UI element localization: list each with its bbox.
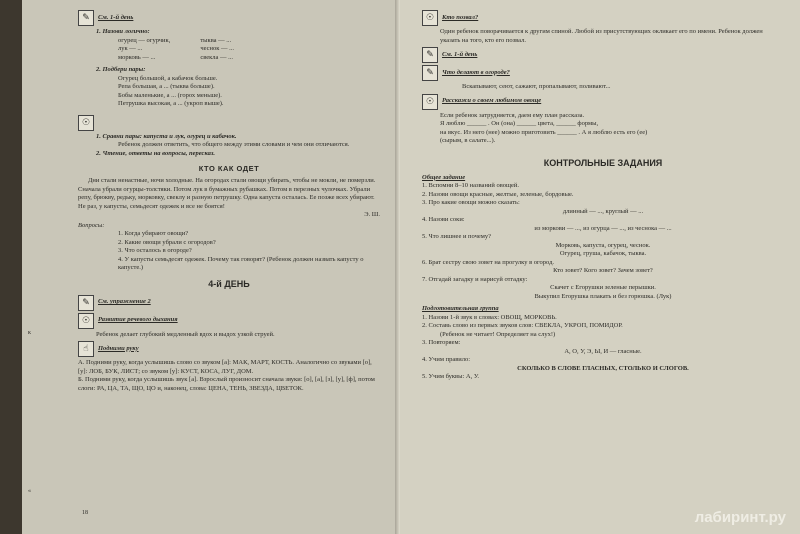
section-ref-row <box>78 10 380 26</box>
section-ref: См. 1-й день <box>442 50 478 58</box>
ear-icon: ☉ <box>422 10 438 26</box>
compare-row <box>78 115 380 131</box>
prep-item: (Ребенок не читает! Определяет на слух!) <box>440 330 556 338</box>
ref-row <box>422 47 784 63</box>
pencil-icon: ✎ <box>78 295 94 311</box>
breath-text: Ребенок делает глубокий медленный вдох и выдох узкой струей. <box>96 330 275 338</box>
breath-label: Развитие речевого дыхания <box>98 316 178 324</box>
right-page <box>400 0 800 534</box>
word: морковь — ... <box>118 53 156 61</box>
tell-text: Если ребенок затрудняется, даем ему план рассказа. <box>440 111 585 119</box>
general-item: 6. Брат сестру свою зовет на прогулку в огород. <box>422 258 555 266</box>
general-example: длинный — ..., круглый — ... <box>562 207 644 215</box>
who-row <box>422 10 784 26</box>
word: огурец — огурчик, <box>118 36 171 44</box>
hand-row <box>78 341 380 357</box>
questions-list <box>78 230 380 273</box>
control-title: КОНТРОЛЬНЫЕ ЗАДАНИЯ <box>543 157 663 168</box>
prep-item: 2. Составь слово из первых звуков слов: СВЕКЛА, УКРОП, ПОМИДОР. <box>422 322 623 329</box>
prep-item: 1. Назови 1-й звук в словах: ОВОЩ, МОРКОВЬ. <box>422 313 557 321</box>
pencil-icon: ✎ <box>422 47 438 63</box>
word: свекла — ... <box>200 53 234 61</box>
task-pairs: 2. Подбери пары: <box>96 66 146 73</box>
who-label: Кто позвал? <box>442 13 479 21</box>
question: 4. У капусты семьдесят одежек. Почему так говорят? (Ребенок должен назвать капусту о капусте.) <box>118 255 364 271</box>
general-example: Огурец, груша, кабачок, тыква. <box>559 250 647 257</box>
general-label: Общее задание <box>422 173 466 181</box>
general-example: Кто зовет? Кого зовет? Зачем зовет? <box>553 267 653 274</box>
word-column-a <box>118 37 170 63</box>
exercise-ref: См. упражнение 2 <box>98 298 151 306</box>
pencil-icon: ✎ <box>422 65 438 81</box>
watermark: лабиринт.ру <box>694 509 786 526</box>
task-compare: 1. Сравни пары: капуста и лук, огурец и кабачок. <box>96 132 237 140</box>
rule-line: СКОЛЬКО В СЛОВЕ ГЛАСНЫХ, СТОЛЬКО И СЛОГОВ. <box>517 364 689 372</box>
tell-plan: на вкус. Из него (нее) можно приготовить ______ . А я люблю есть его (ее) <box>440 128 648 136</box>
pair-line: Петрушка высокая, а ... (укроп выше). <box>118 100 224 107</box>
prep-item: 3. Повторяем: <box>422 339 461 346</box>
word-columns <box>78 37 380 63</box>
story-author: Э. Ш. <box>364 211 380 218</box>
hand-task-a: А. Подними руку, когда услышишь слово со звуком [а]: МАК, МАРТ, КОСТЬ. Аналогично со звуками [о], [у]: ЛОБ, БУК, ЛИСТ; со звуком [у]: КУСТ, КОСА, ЛУГ, ДОМ. <box>78 359 372 375</box>
task-reading: 2. Чтение, ответы на вопросы, пересказ. <box>96 149 215 157</box>
general-example: Морковь, капуста, огурец, чеснок. <box>555 241 651 249</box>
pair-line: Бобы маленькие, а ... (горох меньше). <box>118 91 222 99</box>
prep-item: 4. Учим правило: <box>422 356 471 363</box>
general-item: 2. Назови овощи красные, желтые, зеленые, бордовые. <box>422 190 574 198</box>
question: 3. Что осталось в огороде? <box>118 247 192 254</box>
garden-label: Что делают в огороде? <box>442 68 510 76</box>
garden-text: Вскапывают, сеют, сажают, пропалывают, поливают... <box>462 83 611 90</box>
tell-row <box>422 94 784 110</box>
word-column-b <box>200 37 234 63</box>
tell-plan: (сырым, в салате...). <box>440 137 496 144</box>
question: 2. Какие овощи убрали с огородов? <box>118 238 216 246</box>
tell-plan: Я люблю ______ . Он (она) ______ цвета, ______ формы, <box>440 120 599 127</box>
general-item: 4. Назови соки: <box>422 216 465 223</box>
ear-icon: ☉ <box>78 115 94 131</box>
book-edge <box>0 0 22 534</box>
who-text: Один ребенок поворачивается к другим спиной. Любой из присутствующих окликает его по имени. Ребенок должен указать на того, кто его позвал. <box>440 28 763 44</box>
general-item: 3. Про какие овощи можно сказать: <box>422 199 520 206</box>
general-item: 5. Что лишнее и почему? <box>422 233 492 240</box>
riddle-line: Выкупил Егорушка плакать и без горюшка. (Лук) <box>534 292 672 300</box>
general-example: из моркови — ..., из огурца — ..., из чеснока — ... <box>534 224 672 232</box>
margin-mark: « <box>28 488 31 494</box>
margin-mark: к <box>28 330 31 336</box>
riddle-line: Скачет с Егорушки зеленые перышки. <box>550 284 656 291</box>
tell-label: Расскажи о своем любимом овоще <box>442 97 542 105</box>
prep-label: Подготовительная группа <box>422 305 499 312</box>
task-name-logically: 1. Назови логично: <box>96 28 150 35</box>
garden-row <box>422 65 784 81</box>
questions-label: Вопросы: <box>78 221 105 229</box>
pair-line: Огурец большой, а кабачок больше. <box>118 74 218 82</box>
story-title: КТО КАК ОДЕТ <box>198 164 260 173</box>
hand-task-b: Б. Подними руку, когда услышишь звук [а]. Взрослый произносит сначала звуки: [о], [а], [з], [у], [ф], потом слоги: РА, ЦА, ТА, ЩО, ЦО и, наконец, слова: ЦЕНА, ТЕНЬ, ЗВЕЗДА, ЦВЕТОК. <box>78 376 375 392</box>
vowels-line: А, О, У, Э, Ы, И — гласные. <box>564 347 642 355</box>
ear-icon: ☉ <box>422 94 438 110</box>
pair-line: Репа большая, а ... (тыква больше). <box>118 83 215 90</box>
task-compare-note: Ребенок должен ответить, что общего между этими словами и чем они отличаются. <box>118 141 350 148</box>
pencil-icon: ✎ <box>78 10 94 26</box>
section-ref: См. 1-й день <box>98 13 134 21</box>
general-item: 1. Вспомни 8–10 названий овощей. <box>422 182 520 189</box>
left-page <box>22 0 400 534</box>
word: лук — ... <box>118 45 143 52</box>
hand-label: Подними руку <box>98 344 139 352</box>
pairs-list <box>78 75 380 109</box>
prep-item: 5. Учим буквы: А, У. <box>422 373 480 380</box>
question: 1. Когда убирают овощи? <box>118 230 189 237</box>
general-item: 7. Отгадай загадку и нарисуй отгадку: <box>422 275 528 283</box>
exercise-ref-row <box>78 295 380 311</box>
breath-row <box>78 313 380 329</box>
page-number: 18 <box>82 510 88 516</box>
word: чеснок — ... <box>200 45 235 52</box>
story-text: Дни стали ненастные, ночи холодные. На огородах стали овощи убирать, чтобы не мокли, не померзли. Сначала убрали огурцы-толстяки. Потом лук в бумажных рубашках. Потом в перезных чулочках. Убрали репу, брюкву, редьку, морковку, свеклу и разную петрушку. Одна капуста осталась. Ее позже всех убирают. Не раз, у капусты, семьдесят одежек и все не боятся! <box>78 177 376 210</box>
word: тыква — ... <box>200 36 232 44</box>
day-heading: 4-й ДЕНЬ <box>208 278 250 289</box>
hand-icon: ☝ <box>78 341 94 357</box>
breath-icon: ☉ <box>78 313 94 329</box>
